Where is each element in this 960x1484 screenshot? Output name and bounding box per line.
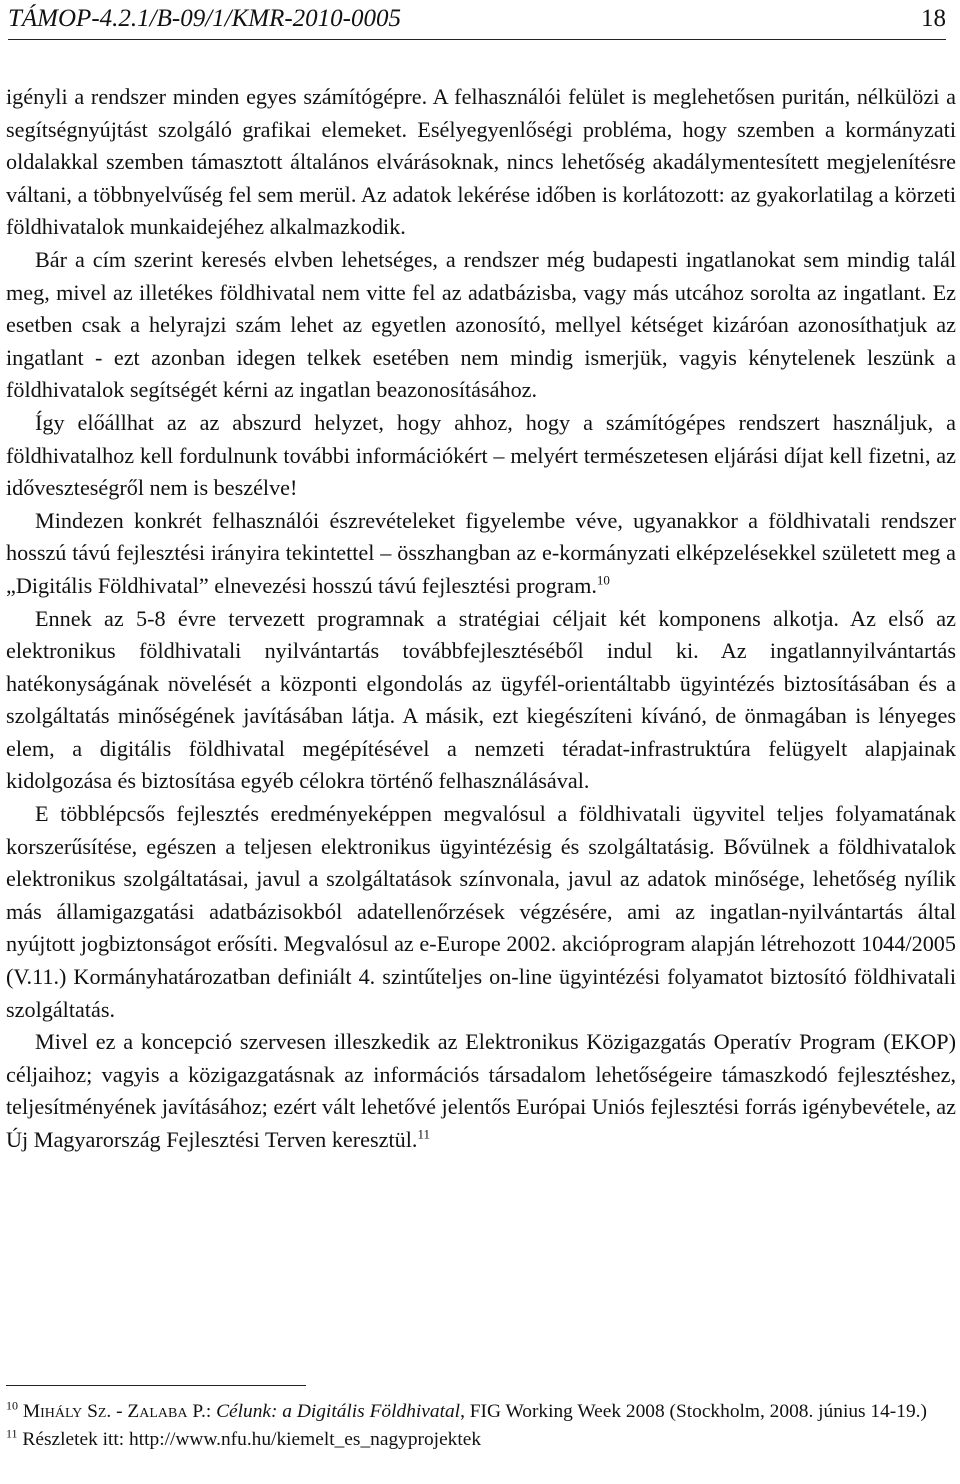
paragraph-text: Így előállhat az az abszurd helyzet, hogy ahhoz, hogy a számítógépes rendszert használjuk, a földhivatalhoz kell fordulnunk további információkért – melyért természetesen eljárási díjat kell fizetni, az időveszteségről nem is beszélve! [6,409,956,501]
paragraph [6,81,956,244]
footnote-author: Mihály Sz. - Zalaba P. [22,1401,206,1422]
footnote-details: , FIG Working Week 2008 (Stockholm, 2008. június 14-19.) [460,1401,927,1422]
paragraph-text: Mivel ez a koncepció szervesen illeszkedik az Elektronikus Közigazgatás Operatív Program (EKOP) céljaihoz; vagyis a közigazgatásnak az információs társadalom lehetőségeire támaszkodó fejlesztéshez, teljesítményének javításához; ezért vált lehetővé jelentős Európai Uniós fejlesztési forrás igénybevétele, az Új Magyarország Fejlesztési Terven keresztül. [6,1029,956,1152]
footnote-number: 11 [6,1426,18,1441]
footnote-11 [6,1426,956,1454]
page-number: 18 [921,5,946,32]
paragraph-text: Ennek az 5-8 évre tervezett programnak a stratégiai céljait két komponens alkotja. Az első az elektronikus földhivatali nyilvántartás továbbfejlesztéséből indul ki. Az ingatlannyilvántartás hatékonyságának növelését a központi elgondolás az ügyfél-orientáltabb ügyintézés biztosításában és a szolgáltatás minőségének javításában látja. A másik, ezt kiegészíteni kívánó, de önmagában is lényeges elem, a digitális földhivatal megépítésével a nemzeti téradat-infrastruktúra felügyelt alapjainak kidolgozása és biztosítása egyéb célokra történő felhasználásával. [6,605,956,794]
paragraph-text: igényli a rendszer minden egyes számítógépre. A felhasználói felület is meglehetősen puritán, nélkülözi a segítségnyújtást szolgáló grafikai elemeket. Esélyegyenlőségi probléma, hogy szemben a kormányzati oldalakkal szemben támasztott általános elvárásoknak, nincs lehetőség akadálymentesített megjelenítésre váltani, a többnyelvűség fel sem merül. Az adatok lekérése időben is korlátozott: az gyakorlatilag a körzeti földhivatalok munkaidejéhez alkalmazkodik. [6,84,956,240]
project-code: TÁMOP-4.2.1/B-09/1/KMR-2010-0005 [8,5,402,32]
footnote-link-text[interactable]: Részletek itt: http://www.nfu.hu/kiemelt_es_nagyprojektek [22,1429,482,1450]
paragraph [6,407,956,505]
page-header [8,2,946,38]
footnote-separator-text: : [205,1401,217,1422]
header-rule [8,39,946,40]
paragraph-text: Bár a cím szerint keresés elvben lehetséges, a rendszer még budapesti ingatlanokat sem mindig talál meg, mivel az illetékes földhivatal nem vitte fel az adatbázisba, vagy más utcához sorolta az ingatlant. Ez esetben csak a helyrajzi szám lehet az egyetlen azonosító, mellyel kétséget kizáróan azonosíthatjuk az ingatlant - ezt azonban idegen telkek esetében nem mindig ismerjük, vagyis kénytelenek leszünk a földhivatalok segítségét kérni az ingatlan beazonosításához. [6,246,956,403]
footnotes [6,1398,956,1454]
paragraph [6,603,956,799]
paragraph [6,244,956,407]
footnote-separator [6,1385,306,1386]
footnote-ref-11[interactable]: 11 [417,1126,430,1142]
footnote-title: Célunk: a Digitális Földhivatal [216,1401,461,1422]
paragraph-text: E többlépcsős fejlesztés eredményeképpen megvalósul a földhivatali ügyvitel teljes folyamatának korszerűsítése, egészen a teljesen elektronikus ügyintézésig és szolgáltatásig. Bővülnek a földhivatalok elektronikus szolgáltatásai, javul a szolgáltatások színvonala, javul az adatok minősége, lehetőség nyílik más államigazgatási adatbázisokból adatellenőrzések végzésére, ami az ingatlan-nyilvántartás által nyújtott jogbiztonságot erősíti. Megvalósul az e-Europe 2002. akcióprogram alapján létrehozott 1044/2005 (V.11.) Kormányhatározatban definiált 4. szintűteljes on-line ügyintézési folyamatot biztosító földhivatali szolgáltatás. [6,801,956,1022]
footnote-ref-10[interactable]: 10 [596,572,610,588]
footnote-10 [6,1398,956,1426]
footnote-number: 10 [6,1398,18,1413]
paragraph [6,1026,956,1156]
body-text [6,81,956,1157]
paragraph [6,505,956,603]
paragraph-text: Mindezen konkrét felhasználói észrevételeket figyelembe véve, ugyanakkor a földhivatali rendszer hosszú távú fejlesztési irányira tekintettel – összhangban az e-kormányzati elképzelésekkel született meg a „Digitális Földhivatal” elnevezési hosszú távú fejlesztési program. [6,507,956,598]
paragraph [6,798,956,1026]
